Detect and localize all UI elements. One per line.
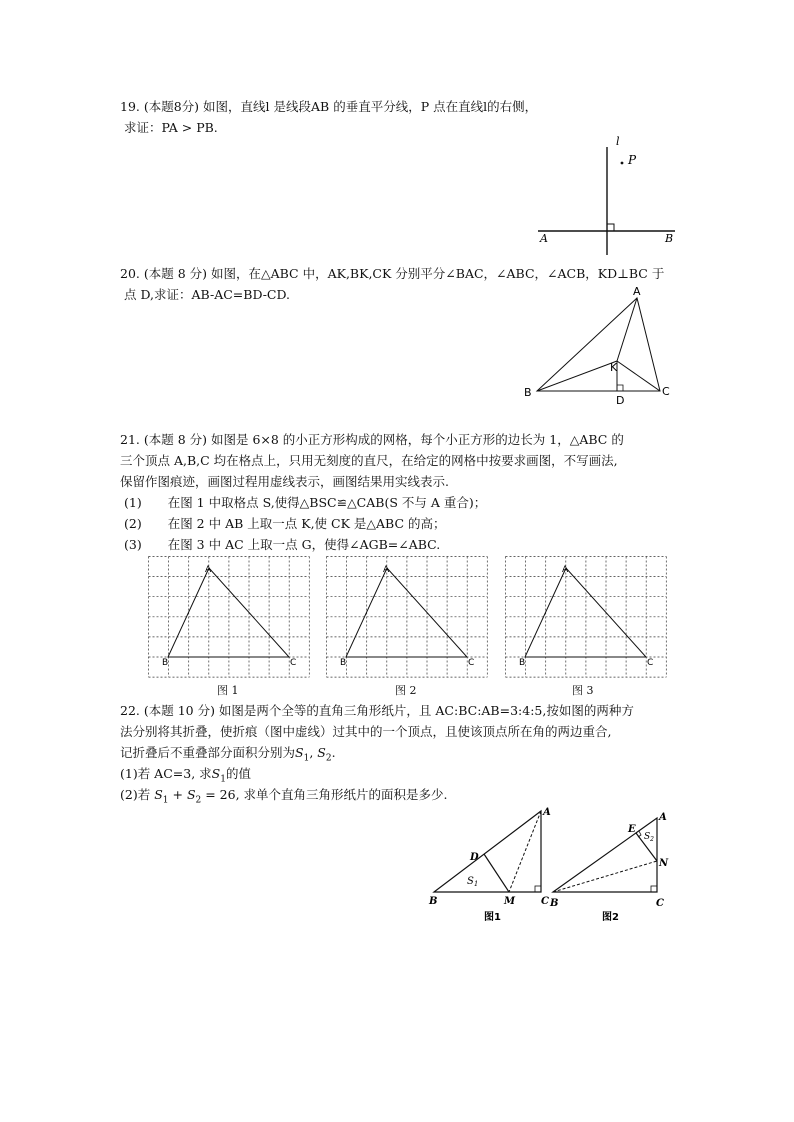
q22-line2: 法分别将其折叠，使折痕（图中虚线）过其中的一个顶点，且使该顶点所在角的两边重合, (120, 724, 612, 739)
q22-S-symbol: S (295, 745, 304, 760)
q22-S-symbol-2: S (317, 745, 326, 760)
q21-grid-2-label-B: B (340, 658, 347, 668)
q21-grid-1-label-A: A (205, 565, 212, 575)
q22-fig2-label-B: B (550, 898, 559, 909)
q22-part2-end: , 求单个直角三角形纸片的面积是多少. (235, 787, 448, 802)
q21-caption-2: 图 2 (395, 684, 417, 697)
q22-part1-S: S (211, 766, 221, 781)
q21-grid-1-label-B: B (162, 658, 169, 668)
q21-line3: 保留作图痕迹，画图过程用虚线表示，画图结果用实线表示. (120, 474, 449, 489)
q21-item-3-num: (3) (124, 537, 142, 552)
q21-caption-3: 图 3 (572, 684, 594, 697)
q21-grid-3-label-A: A (562, 565, 569, 575)
q19-line1: 19. (本题8分) 如图，直线l 是线段AB 的垂直平分线，P 点在直线l的右侧， (120, 99, 538, 114)
q22-part1-text: (1)若 AC=3, 求 (120, 766, 212, 781)
q21-item-3-text: 在图 3 中 AC 上取一点 G，使得∠AGB=∠ABC. (167, 537, 441, 552)
q21-item-1-num: (1) (124, 495, 142, 510)
q21-grid-2-label-A: A (383, 565, 390, 575)
q21-grid-2 (326, 556, 488, 678)
q21-item-2 (124, 516, 446, 532)
q22-fig1-label-A: A (543, 807, 551, 818)
q21-line2: 三个顶点 A,B,C 均在格点上，只用无刻度的直尺，在给定的网格中按要求画图，不写画法, (120, 453, 618, 468)
q21-grid-2-label-C: C (468, 658, 475, 668)
q22-part1-S-sub: 1 (220, 774, 226, 785)
q22-part2-S2-sub: 2 (195, 795, 202, 806)
q22-S-sub-2: 2 (325, 753, 332, 764)
q21-grid-3-label-B: B (519, 658, 526, 668)
q21-item-2-num: (2) (124, 516, 142, 531)
q19-label-A: A (540, 232, 548, 245)
q22-line3: 记折叠后不重叠部分面积分别为$S_1$, $S_2$. (120, 745, 336, 764)
q22-fig2-label-N: N (659, 858, 669, 869)
q21-grid-1-label-C: C (290, 658, 297, 668)
q22-part2: (2)若 $S_1 + S_2 = 26$, 求单个直角三角形纸片的面积是多少. (120, 787, 448, 806)
q20-label-B: B (524, 386, 532, 399)
q21-line1: 21. (本题 8 分) 如图是 6×8 的小正方形构成的网格，每个小正方形的边长为 1，△ABC 的 (120, 432, 624, 447)
q22-fig1-S: $S_1$ (467, 876, 479, 888)
q21-item-1-text: 在图 1 中取格点 S,使得△BSC≌△CAB(S 不与 A 重合)； (167, 495, 487, 510)
q21-item-1 (124, 495, 486, 511)
q20-label-C: C (662, 385, 670, 398)
q22-part2-S1: S (154, 787, 163, 802)
q21-grid-3 (505, 556, 667, 678)
q20-label-A: A (633, 285, 641, 298)
q19-line2: 求证：PA > PB. (124, 120, 218, 135)
q22-fig2-label-E: E (628, 824, 636, 835)
q22-S-sub-1: 1 (303, 753, 310, 764)
q20-label-D: D (616, 394, 625, 407)
q21-item-3 (124, 537, 440, 553)
q22-part2-S1-sub: 1 (162, 795, 169, 806)
q19-label-B: B (665, 232, 674, 245)
q20-label-K: K (610, 361, 618, 374)
q21-grid-3-label-C: C (647, 658, 654, 668)
q22-part2-text: (2)若 (120, 787, 151, 802)
q22-fig1-label-C: C (541, 896, 549, 907)
q22-figure-2 (545, 803, 685, 928)
q22-part1-end: 的值 (225, 766, 251, 781)
q22-fig2-S: $S_2$ (644, 832, 654, 843)
q19-label-l: l (616, 135, 620, 148)
q20-line2: 点 D,求证：AB-AC=BD-CD. (124, 287, 291, 302)
q22-fig2-label-A: A (659, 812, 667, 823)
q21-item-2-text: 在图 2 中 AB 上取一点 K,使 CK 是△ABC 的高； (167, 516, 446, 531)
q22-part2-S2: S (186, 787, 196, 802)
q19-figure (530, 135, 690, 260)
q21-grid-1 (148, 556, 310, 678)
q21-caption-1: 图 1 (217, 684, 239, 697)
q22-fig2-label-C: C (656, 898, 664, 909)
q22-fig1-caption: 图1 (484, 912, 501, 923)
q22-fig1-label-B: B (429, 896, 438, 907)
q22-figure-1 (420, 803, 560, 928)
q22-line3-text: 记折叠后不重叠部分面积分别为 (120, 745, 296, 760)
q22-fig1-label-M: M (504, 896, 516, 907)
q19-label-P: P (628, 153, 637, 167)
q22-part1 (120, 766, 251, 788)
q22-fig1-label-D: D (470, 852, 479, 863)
q22-fig2-caption: 图2 (602, 912, 619, 923)
q20-line1: 20. (本题 8 分) 如图，在△ABC 中，AK,BK,CK 分别平分∠BAC，∠ABC，∠ACB，KD⊥BC 于 (120, 266, 665, 281)
q22-line1: 22. (本题 10 分) 如图是两个全等的直角三角形纸片，且 AC:BC:AB=3:4:5,按如图的两种方 (120, 703, 634, 718)
q22-line3-end: . (331, 745, 336, 760)
q20-figure (515, 283, 685, 408)
